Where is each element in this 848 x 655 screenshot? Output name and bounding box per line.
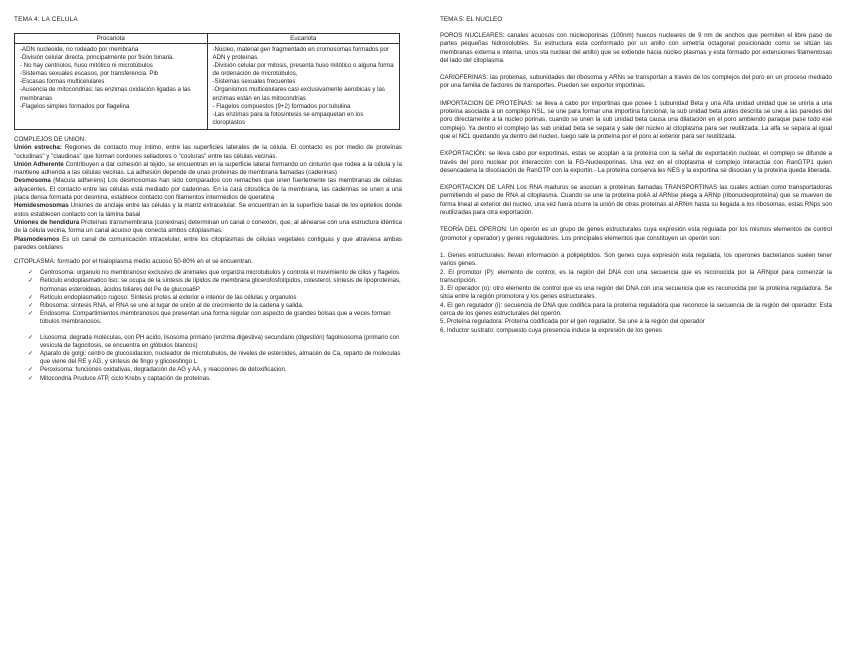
list-item (28, 269, 402, 277)
complejo-text: Contribuyen a dar cohesión al tejido, se encuentran en la superficie lateral formando un cinturón que rodea a la célula y la mantiene adherida a las células vecinas. La adhesión depende de unas proteínas de membrana llamadas (caderinas) (14, 160, 402, 177)
list-item-text: Peroxisoma: funciones oxidativas, degradación de AG y AA, y reacciones de detoxificacion. (40, 366, 287, 374)
complejo-term: Hemidesmosomas (14, 202, 69, 210)
complejo-term: Unión Adherente (14, 160, 64, 168)
check-icon: ✓ (28, 335, 34, 342)
complejo-paragraph (14, 236, 402, 253)
complejo-paragraph (14, 144, 402, 161)
eucariota-line: - Flagelos compuestos (9+2) formados por tubulina (212, 102, 351, 110)
complejo-paragraph (14, 161, 402, 178)
list-item-text: Ribosoma: síntesis RNA, el RNA se une al lugar de unión al de crecimiento de la cadena y salida. (40, 301, 304, 309)
tema4-heading: TEMA 4: LA CELULA (14, 16, 78, 23)
citoplasma-intro: CITOPLASMA: formado por el hialoplasma medio acuoso 50-80% en el se encuentran. (14, 258, 253, 266)
check-icon: ✓ (28, 302, 34, 309)
exportacion-arn-paragraph: EXPORTACION DE LARN Los RNA maduros se asocian a proteínas llamadas TRANSPORTINAS las cuales actúan como transportadoras permitiendo el paso de RNA al citoplasma. Cuando se une la proteína poliA al ARNse pliega a ARNp (ribonucleoproteína) que se mueven de forma lineal al exterior del nucleo, una vez fuera ocurre la unión de otras proteínas al ARNm hasta su llegada a los ribosomas, estas RNps son reutilizadas para otra exportación. (440, 184, 832, 217)
list-item-text: Centrosoma: organulo no membranoso exclusivo de animales que organiza microtubulos y controla el movimiento de cilios y flagelos. (40, 269, 401, 277)
complejo-text: (Macula adherens) Los desmosomas han sido comparados con remaches que unen fuertemente las membranas de células adyacentes. El contacto entre las células está mediado por caderinas. En la cara citosólica de la membrana, las caderinas se unen a una placa densa formada por desmina, establece contacto con filamentos intermedios de queratina (14, 177, 402, 202)
check-icon: ✓ (28, 294, 34, 301)
list-item-text: Retículo endoplasmatico liso: se ocupa de la síntesis de lípidos de membrana glicerofosfolípidos, colesterol, síntesis de lipoproteínas, hormonas esteroideas, ácidos biliares del Pe de glucosa6P (40, 277, 401, 293)
list-item (28, 334, 402, 350)
procariota-line: -Flagelos simples formados por flagelina (20, 102, 130, 110)
procariota-line: -Sistemas sexuales escasos, por transferencia. Pib (20, 70, 159, 78)
list-item (28, 302, 402, 310)
eucariota-line: -División celular por mitosis, presenta huso mitótico o alguna forma de ordenación de microtúbulos, (212, 62, 394, 78)
check-icon: ✓ (28, 278, 34, 285)
exportacion-paragraph: EXPORTACIÓN: se lleva cabo por exportinas, estas se acoplan a la proteína con la señal de exportación nuclear, el complejo se difunde a través del poro nuclear por interacción con la FG-Nucleoporinas. Una vez en el citoplasma el complejo interactúa con RanGTP1 quien desencadena la disociación de RanGTP con la exportin.- La proteína conserva les NES y la exportina se disocian y la proteína queda liberada. (440, 150, 832, 174)
header-eucariota: Eucariota (207, 34, 400, 44)
list-item (28, 350, 402, 366)
eucariota-line: -Núcleo, material gen fragmentado en cromosomas formados por ADN y proteínas. (212, 46, 389, 62)
check-icon: ✓ (28, 270, 34, 277)
list-item-text: Lisosoma: degrada moléculas, con PH acido, lisosoma primario (enzima digestiva) secundario (digestión) fagolisosoma (primario con vesícula de fagocitosis, se encuentra en glóbulos blancos) (40, 334, 400, 350)
operon-item: 6. Inductor sustrato: compuesto cuya presencia induce la expresión de los genes (440, 326, 662, 334)
complejo-term: Unión estrecha: (14, 144, 62, 152)
list-item (28, 277, 402, 293)
list-spacer (28, 326, 402, 334)
list-item (28, 294, 402, 302)
procariota-cell (15, 44, 208, 130)
complejo-text: Proteínas transmembrana (conexinas) determinan un canal o conexión, que, al alinearse con una estructura idéntica de la célula vecina, forma un canal acuoso que conecta ambos citoplasmas. (14, 218, 402, 235)
check-icon: ✓ (28, 310, 34, 317)
citoplasma-list (28, 269, 402, 382)
citoplasma-section (14, 258, 402, 383)
list-item (28, 310, 402, 326)
list-item-text: Mitocondria Pruduce ATP, ciclo Krebs y captación de proteínas. (40, 374, 211, 382)
complejos-title: COMPLEJOS DE UNION: (14, 135, 86, 143)
operon-list (440, 252, 832, 335)
tema5-heading: TEMA 5: EL NUCLEO (440, 16, 503, 23)
complejo-text: Es un canal de comunicación intracelular, entre los citoplasmas de células vegetales contiguas y que atraviesa ambas paredes celulares (14, 235, 402, 251)
comparison-table (14, 33, 400, 130)
operon-item: 2. El promotor (P): elemento de control, es la región del DNA con una secuencia que es reconocida por la ARNpol para comenzar la transcripción. (440, 268, 832, 284)
operon-paragraph: TEORÍA DEL OPERON: Un operón es un grupo de genes estructurales cuya expresión esta regulada por los mismos elementos de control (promotor y operador) y genes reguladores. Los principales elementos que constituyen un operón son: (440, 226, 832, 242)
poros-paragraph: POROS NUCLEARES: canales acuosos con núcleoporinas (100nm) huecos nucleares de 9 nm de anchos que permiten el libre paso de partes pequeñas hidrosolubles. Su estructura esta conformado por un anillo con simetría octagonal posicionado como se sitúan las membranas externa e interna, unos sta nuclear del anillo) que se extiende hacia núcleo plasmas y esta formado por extensiones filamentosas del lado del citoplasma. (440, 32, 832, 64)
check-icon: ✓ (28, 375, 34, 382)
procariota-line: -Ausencia de mitocondrias: las enzimas oxidación ligadas a las membranas (20, 86, 191, 102)
complejo-term: Uniones de hendidura (14, 218, 80, 226)
importacion-paragraph: IMPORTACION DE PROTEÍNAS: se lleva a cabo por importinas que posee 1 subunidad Beta y una Alfa unidad unidad que se uniría a una proteína asociada a un complejo NSL, se une para formar una importina funcional, la sub unidad beta antes descrita se une a las paredes del poro directamente a la núcleo porinas, cuando se unen la sub unidad beta causa una dilatación en el poro ambiendo paraque pase todo ese complejo. Ya dentro el complejo las sub unidad beta se separa y sale del núcleo al citoplasma para ser reutilizada. La alfa se separa al igual que el NCL quedando ya dentro del nucleo, luego sale la proteína por el poro al exterior para ser reutilizada. (440, 99, 832, 140)
operon-item: 5. Proteína reguladora: Proteína codificada por el gen regulador. Se une a la región del operador (440, 318, 705, 326)
complejo-term: Desmosoma (14, 177, 51, 185)
list-item-text: Aparato de golgi: centro de glucosidacion, nucleador de microtubulos, de niveles de esteroides, almacén de Ca, reparto de moleculas que viene del RE y AG, y síntesis de fingo y glicoesfingo L (40, 350, 401, 366)
right-column (440, 0, 832, 335)
complejo-text: Regiones de contacto muy íntimo, entre las superficies laterales de la célula. El contacto es por medio de proteínas "ocludinas" y "claudinas" que forman cordones selladores o "costuras" entre las células vecinas. (14, 144, 402, 160)
eucariota-line: -Las enzimas para la fotosíntesis se empaquetan en los cloroplastos (212, 110, 364, 126)
check-icon: ✓ (28, 351, 34, 358)
eucariota-line: -Organismos multicelulares casi exclusivamente aerobicas y las enzimas están en las mitocondrias (212, 86, 385, 102)
list-item (28, 366, 402, 374)
eucariota-line: -Sistemas sexuales frecuentes (212, 78, 296, 86)
check-icon: ✓ (28, 367, 34, 374)
complejo-paragraph (14, 219, 402, 236)
list-item-text: Endosoma: Compartimientos membranosos que presentan una forma regular con aspecto de grandes bolsas que a veces forman túbulos membranosos. (40, 309, 391, 325)
complejo-paragraph (14, 177, 402, 202)
operon-item: 1. Genes estructurales: llevan información a polipéptidos. Son genes cuya expresión esta regulada, los operones bacterianos suelen tener varios genes. (440, 251, 832, 268)
list-item-text: Retículo endoplasmatico rugoso: Síntesis protes al exterior e interior de las células y organulos (40, 293, 297, 301)
procariota-line: -División celular directa, principalmente por fisión binaria. (20, 54, 175, 62)
procariota-line: -ADN nucleoide, no rodeado por membrana (20, 46, 139, 53)
list-item (28, 375, 402, 383)
left-column (14, 0, 402, 383)
header-procariota: Procariota (15, 34, 208, 44)
complejo-paragraph (14, 202, 402, 219)
complejos-section (14, 136, 402, 252)
procariota-line: - No hay centriolos, huso mitótico ni microtúbulos (20, 62, 153, 70)
carioferinas-paragraph: CARIOFERINAS: las proteínas, subunidades del ribosoma y ARNs se transportan a través de los complejos del poro en un proceso mediado por una familia de factores de transportes. Pueden ser exportor importinas. (440, 74, 832, 90)
operon-item: 3. El operador (o): otro elemento de control que es una región del DNA con una secuencia que es reconocida por la proteína reguladora. Se sitúa entre la región promotora y los genes estructurales. (440, 285, 832, 301)
complejo-text: Uniones de anclaje entre las células y la matriz extracelular. Se encuentran en la superficie basal de los epitelios donde estos establecen contacto con la lámina basal (14, 202, 402, 218)
procariota-line: -Escasas formas multicelulares (20, 78, 105, 86)
complejo-term: Plasmodesmos (14, 235, 60, 243)
eucariota-cell (207, 44, 400, 130)
operon-item: 4. El gen regulador (i): secuencia de DNA que codifica para la proteína reguladora que reconoce la secuencia de la región del operador. Esta cerca de los genes estructurales del operón. (440, 301, 832, 318)
